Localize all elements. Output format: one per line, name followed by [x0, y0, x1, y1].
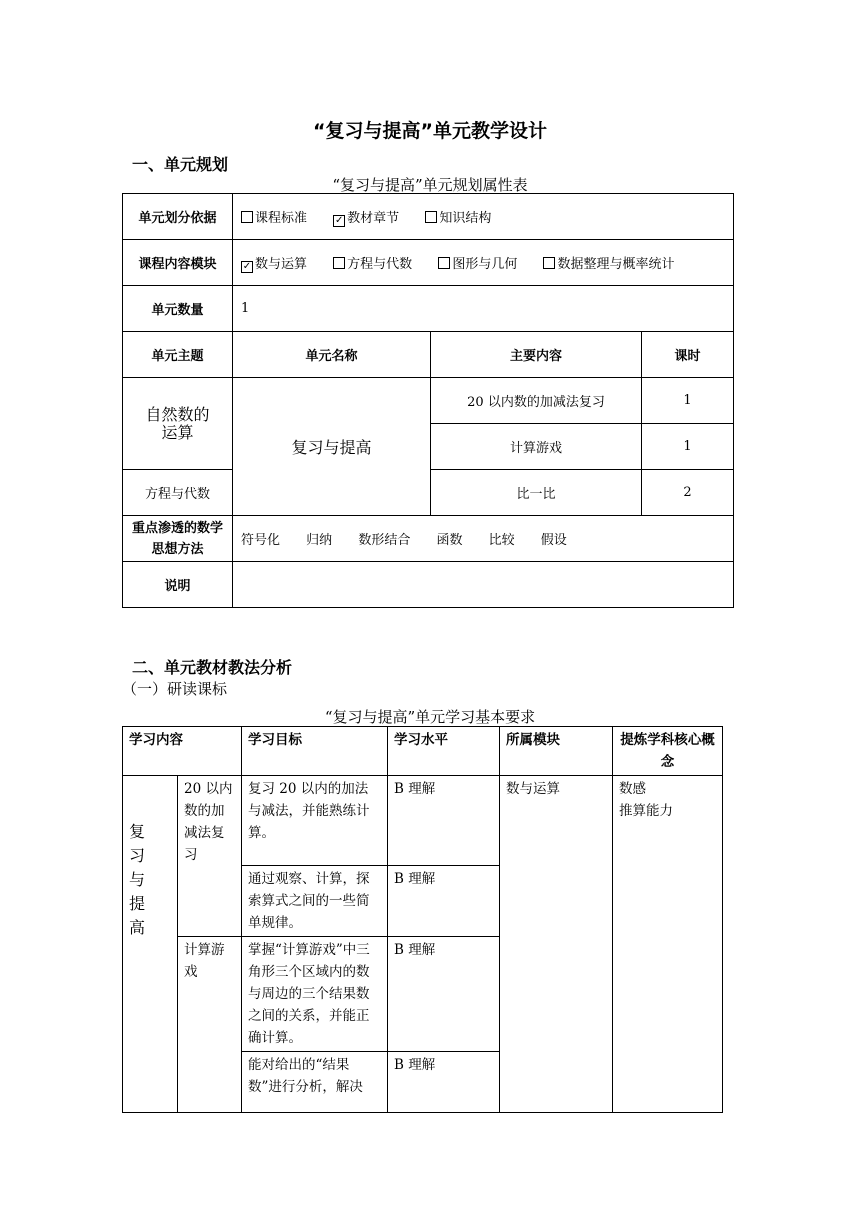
concept-item: 数感	[619, 781, 646, 797]
module-options	[233, 240, 734, 286]
content-cell: 20 以内数的加减法复习	[431, 378, 642, 424]
theme-cell: 方程与代数	[123, 470, 233, 516]
checkbox-empty-icon[interactable]	[543, 257, 555, 269]
col-hours-header: 课时	[642, 332, 734, 378]
level-cell: B 理解	[388, 937, 500, 1052]
module-option[interactable]: ✓ 数与运算	[242, 257, 308, 272]
unit-cell: 复习与提高	[123, 776, 178, 1113]
hours-cell: 2	[642, 470, 734, 516]
method-item: 归纳	[306, 533, 333, 548]
section-heading-analysis: 二、单元教材教法分析	[132, 658, 293, 677]
module-option[interactable]: 数据整理与概率统计	[543, 253, 674, 272]
col-name-header: 单元名称	[233, 332, 431, 378]
content-cell: 计算游戏	[431, 424, 642, 470]
section-heading-planning: 一、单元规划	[132, 155, 229, 174]
method-item: 函数	[436, 533, 463, 548]
method-item: 比较	[488, 533, 515, 548]
hours-cell: 1	[642, 378, 734, 424]
content-cell: 比一比	[431, 470, 642, 516]
level-cell: B 理解	[388, 776, 500, 866]
goal-cell: 复习 20 以内的加法与减法，并能熟练计算。	[242, 776, 388, 866]
basis-option[interactable]: 课程标准	[241, 207, 307, 226]
basis-label: 单元划分依据	[123, 194, 233, 240]
count-label: 单元数量	[123, 286, 233, 332]
method-item: 假设	[540, 533, 567, 548]
checkbox-empty-icon[interactable]	[333, 257, 345, 269]
note-label: 说明	[123, 562, 233, 608]
col-content-header: 主要内容	[431, 332, 642, 378]
header-content: 学习内容	[123, 727, 242, 776]
subsection-heading: （一）研读课标	[122, 680, 228, 698]
learning-requirements-table	[122, 726, 723, 1113]
basis-option[interactable]: ✓ 教材章节	[334, 211, 400, 226]
methods-label: 重点渗透的数学思想方法	[123, 516, 233, 562]
concept-cell	[613, 776, 723, 1113]
header-goal: 学习目标	[242, 727, 388, 776]
checkbox-empty-icon[interactable]	[425, 211, 437, 223]
col-theme-header: 单元主题	[123, 332, 233, 378]
note-value	[233, 562, 734, 608]
concept-item: 推算能力	[619, 803, 673, 819]
checkbox-empty-icon[interactable]	[241, 211, 253, 223]
header-concept: 提炼学科核心概念	[613, 727, 723, 776]
header-level: 学习水平	[388, 727, 500, 776]
module-cell: 数与运算	[500, 776, 613, 1113]
page-title: “复习与提高”单元教学设计	[313, 120, 547, 142]
topic-cell: 20 以内数的加减法复习	[178, 776, 242, 937]
count-value: 1	[233, 286, 734, 332]
level-cell: B 理解	[388, 1052, 500, 1113]
header-module: 所属模块	[500, 727, 613, 776]
theme-cell: 自然数的运算	[123, 378, 233, 470]
checkbox-checked-icon[interactable]: ✓	[334, 215, 344, 226]
method-item: 符号化	[241, 533, 281, 548]
module-option[interactable]: 方程与代数	[333, 253, 412, 272]
module-option[interactable]: 图形与几何	[438, 253, 517, 272]
topic-cell: 计算游戏	[178, 937, 242, 1113]
hours-cell: 1	[642, 424, 734, 470]
goal-cell: 通过观察、计算，探索算式之间的一些简单规律。	[242, 866, 388, 937]
module-label: 课程内容模块	[123, 240, 233, 286]
basis-options	[233, 194, 734, 240]
goal-cell: 掌握“计算游戏”中三角形三个区域内的数与周边的三个结果数之间的关系，并能正确计算。	[242, 937, 388, 1052]
level-cell: B 理解	[388, 866, 500, 937]
basis-option[interactable]: 知识结构	[425, 207, 491, 226]
checkbox-checked-icon[interactable]: ✓	[242, 261, 252, 272]
table1-caption: “复习与提高”单元规划属性表	[332, 176, 528, 194]
table2-caption: “复习与提高”单元学习基本要求	[324, 708, 536, 726]
unit-planning-table	[122, 193, 734, 608]
checkbox-empty-icon[interactable]	[438, 257, 450, 269]
goal-cell: 能对给出的“结果数”进行分析，解决	[242, 1052, 388, 1113]
unit-name-cell: 复习与提高	[233, 378, 431, 516]
methods-list	[233, 516, 734, 562]
method-item: 数形结合	[358, 533, 411, 548]
